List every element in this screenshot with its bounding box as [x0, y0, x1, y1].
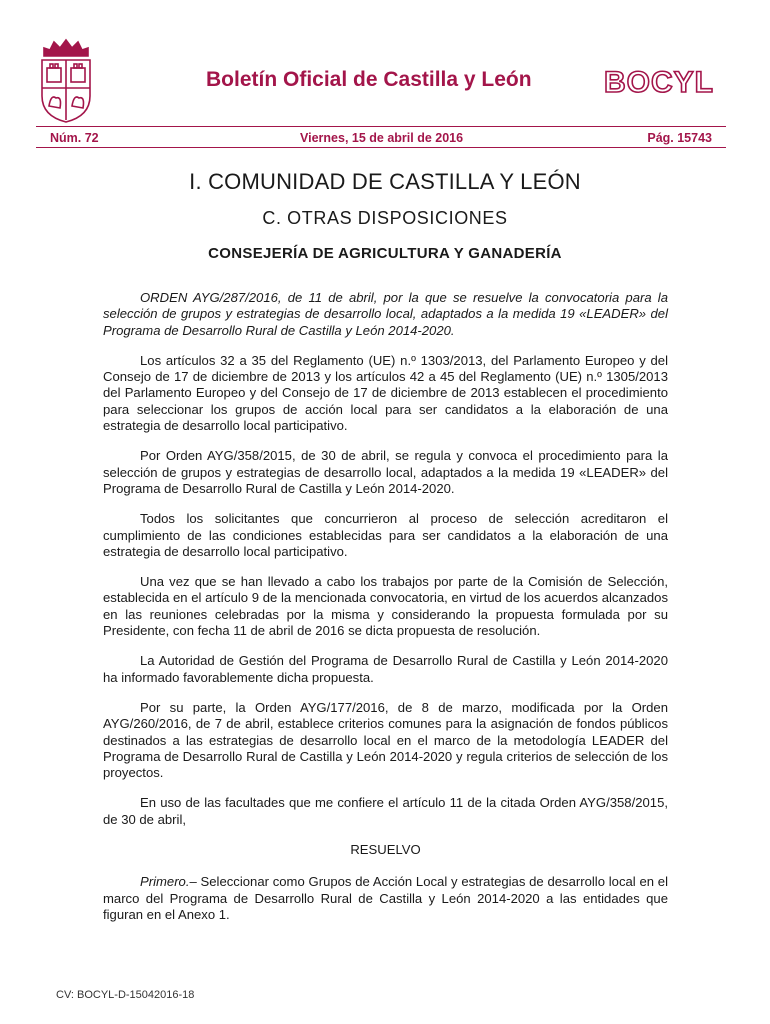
header-rule-top	[36, 126, 726, 127]
bulletin-header	[0, 0, 770, 130]
svg-text:BOCYL: BOCYL	[604, 66, 714, 99]
page-number: Pág. 15743	[647, 131, 712, 145]
cv-code: CV: BOCYL-D-15042016-18	[56, 989, 195, 1001]
paragraph: Los artículos 32 a 35 del Reglamento (UE) n.º 1303/2013, del Parlamento Europeo y del Consejo de 17 de diciembre de 2013 y los artículos 42 a 45 del Reglamento (UE) n.º 1305/2013 del Parlamento Europeo y del Consejo de 17 de diciembre de 2013 establecen el procedimiento para seleccionar los grupos de acción local para ser candidatos a la elaboración de una estrategia de desarrollo local participativo.	[103, 352, 668, 434]
order-title: ORDEN AYG/287/2016, de 11 de abril, por la que se resuelve la convocatoria para la selección de grupos y estrategias de desarrollo local, adaptados a la medida 19 «LEADER» del Programa de Desarrollo Rural de Castilla y León 2014-2020.	[103, 290, 668, 338]
paragraph: Una vez que se han llevado a cabo los trabajos por parte de la Comisión de Selección, establecida en el artículo 9 de la mencionada convocatoria, en virtud de los acuerdos alcanzados en las reuniones celebradas por la misma y considerando la propuesta formulada por su Presidente, con fecha 11 de abril de 2016 se dicta propuesta de resolución.	[103, 574, 668, 639]
paragraph: En uso de las facultades que me confiere el artículo 11 de la citada Orden AYG/358/2015, de 30 de abril,	[103, 795, 668, 827]
issue-number: Núm. 72	[50, 131, 99, 145]
paragraph: La Autoridad de Gestión del Programa de Desarrollo Rural de Castilla y León 2014-2020 ha informado favorablemente dicha propuesta.	[103, 653, 668, 685]
paragraph: Por su parte, la Orden AYG/177/2016, de 8 de marzo, modificada por la Orden AYG/260/2016, de 7 de abril, establece criterios comunes para la asignación de fondos públicos destinados a las estrategias de desarrollo local en el marco de la metodología LEADER del Programa de Desarrollo Rural de Castilla y León 2014-2020 y regula criterios de selección de los proyectos.	[103, 699, 668, 781]
subsection-heading: C. OTRAS DISPOSICIONES	[262, 208, 508, 228]
coat-of-arms-icon	[36, 36, 96, 124]
ministry-heading: CONSEJERÍA DE AGRICULTURA Y GANADERÍA	[208, 245, 562, 262]
issue-date: Viernes, 15 de abril de 2016	[300, 131, 464, 145]
issue-info-row	[36, 130, 726, 146]
first-text: – Seleccionar como Grupos de Acción Local y estrategias de desarrollo local en el marco del Programa de Desarrollo Rural de Castilla y León 2014-2020 a las entidades que figuran en el Anexo 1.	[103, 874, 668, 922]
resolve-heading: RESUELVO	[350, 842, 421, 858]
first-resolution	[103, 874, 668, 923]
paragraph: Por Orden AYG/358/2015, de 30 de abril, se regula y convoca el procedimiento para la selección de grupos y estrategias de desarrollo local, adaptados a la medida 19 «LEADER» del Programa de Desarrollo Rural de Castilla y León 2014-2020.	[103, 448, 668, 496]
first-label: Primero.	[140, 874, 190, 890]
paragraph: Todos los solicitantes que concurrieron al proceso de selección acreditaron el cumplimiento de las condiciones establecidas para ser candidatos a la elaboración de una estrategia de desarrollo local participativo.	[103, 511, 668, 559]
document-body	[103, 290, 668, 937]
bocyl-logo	[602, 65, 730, 99]
bulletin-title: Boletín Oficial de Castilla y León	[206, 68, 532, 91]
header-rule-bottom	[36, 147, 726, 148]
section-heading: I. COMUNIDAD DE CASTILLA Y LEÓN	[189, 169, 581, 194]
